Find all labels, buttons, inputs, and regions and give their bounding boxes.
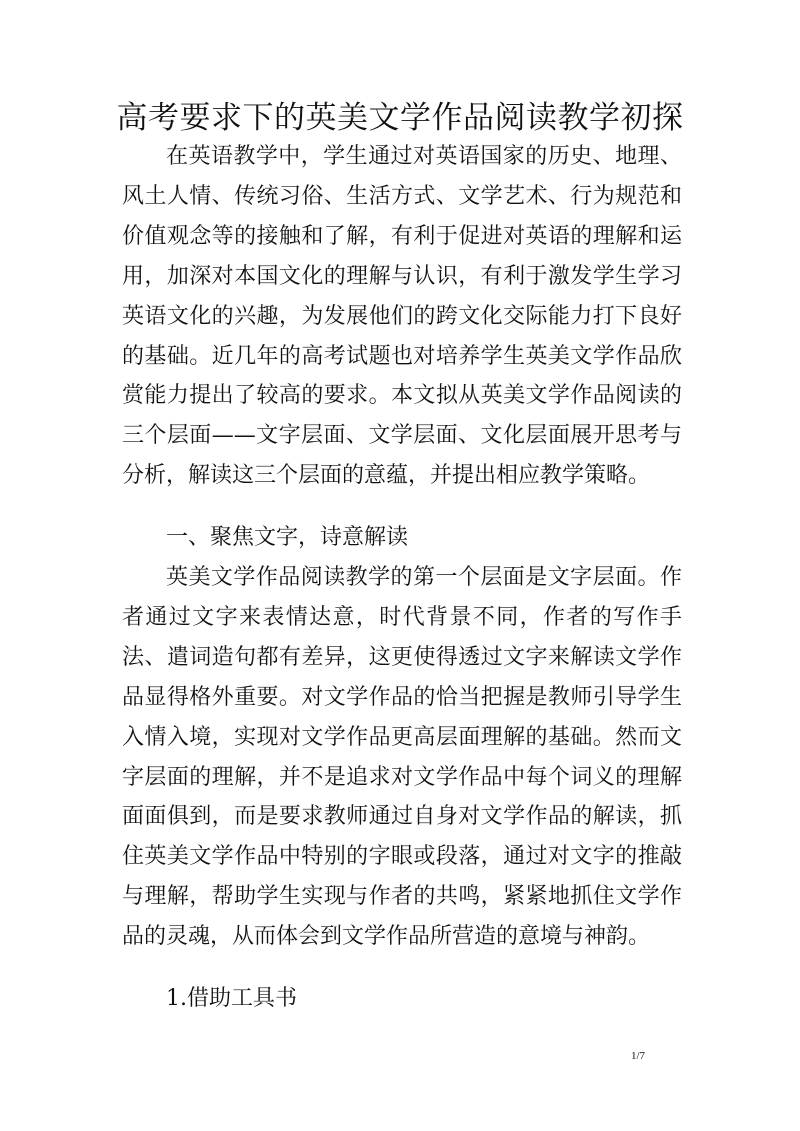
- intro-paragraph: 在英语教学中，学生通过对英语国家的历史、地理、风土人情、传统习俗、生活方式、文学艺术、行为规范和价值观念等的接触和了解，有利于促进对英语的理解和运用，加深对本国文化的理解与认识，有利于激发学生学习英语文化的兴趣，为发展他们的跨文化交际能力打下良好的基础。近几年的高考试题也对培养学生英美文学作品欣赏能力提出了较高的要求。本文拟从英美文学作品阅读的三个层面——文字层面、文学层面、文化层面展开思考与分析，解读这三个层面的意蕴，并提出相应教学策略。: [122, 144, 682, 489]
- page-number: 1/7: [631, 1050, 646, 1062]
- section-paragraph: 英美文学作品阅读教学的第一个层面是文字层面。作者通过文字来表情达意，时代背景不同，作者的写作手法、遣词造句都有差异，这更使得透过文字来解读文学作品显得格外重要。对文学作品的恰当把握是教师引导学生入情入境，实现对文学作品更高层面理解的基础。然而文字层面的理解，并不是追求对文学作品中每个词义的理解面面俱到，而是要求教师通过自身对文学作品的解读，抓住英美文学作品中特别的字眼或段落，通过对文字的推敲与理解，帮助学生实现与作者的共鸣，紧紧地抓住文学作品的灵魂，从而体会到文学作品所营造的意境与神韵。: [122, 565, 682, 950]
- subsection-heading: 1.借助工具书: [166, 986, 297, 1011]
- document-title: 高考要求下的英美文学作品阅读教学初探: [116, 100, 684, 136]
- section-heading: 一、聚焦文字，诗意解读: [166, 525, 409, 550]
